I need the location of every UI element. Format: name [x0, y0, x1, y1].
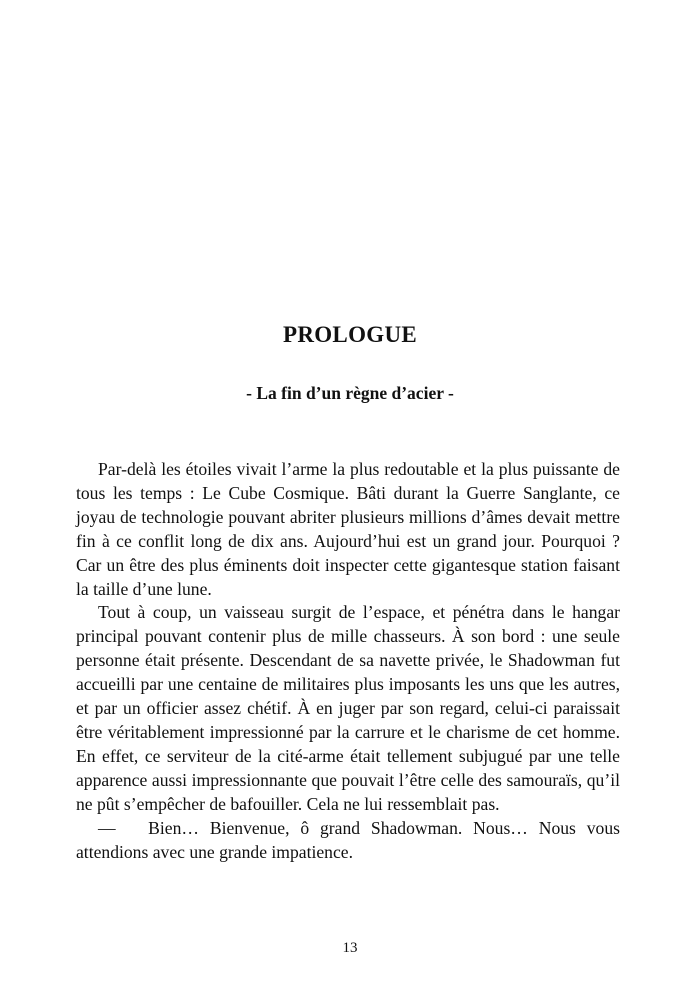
paragraph-1: Par-delà les étoiles vivait l’arme la plus redoutable et la plus puissante de tous les temps : Le Cube Cosmique. Bâti durant la Guerre Sanglante, ce joyau de technologie pouvant abriter plusieurs millions d’âmes devait mettre fin à ce conflit long de dix ans. Aujourd’hui est un grand jour. Pourquoi ? Car un être des plus éminents doit inspecter cette gigantesque station faisant la taille d’une lune. [76, 459, 620, 599]
body-text [76, 458, 620, 864]
chapter-subtitle: - La fin d’un règne d’acier - [246, 383, 454, 403]
dialogue-line: — Bien… Bienvenue, ô grand Shadowman. Nous… Nous vous attendions avec une grande impatience. [76, 817, 620, 862]
page-number: 13 [342, 940, 358, 956]
paragraph-2: Tout à coup, un vaisseau surgit de l’espace, et pénétra dans le hangar principal pouvant contenir plus de mille chasseurs. À son bord : une seule personne était présente. Descendant de sa navette privée, le Shadowman fut accueilli par une centaine de militaires plus imposants les uns que les autres, et par un officier assez chétif. À en juger par son regard, celui-ci paraissait être véritablement impressionné par la carrure et le charisme de cet homme. En effet, ce serviteur de la cité-arme était tellement subjugué par une telle apparence aussi impressionnante que pouvait l’être celle des samouraïs, qu’il ne pût s’empêcher de bafouiller. Cela ne lui ressemblait pas. [76, 602, 620, 814]
chapter-title: PROLOGUE [282, 322, 418, 347]
